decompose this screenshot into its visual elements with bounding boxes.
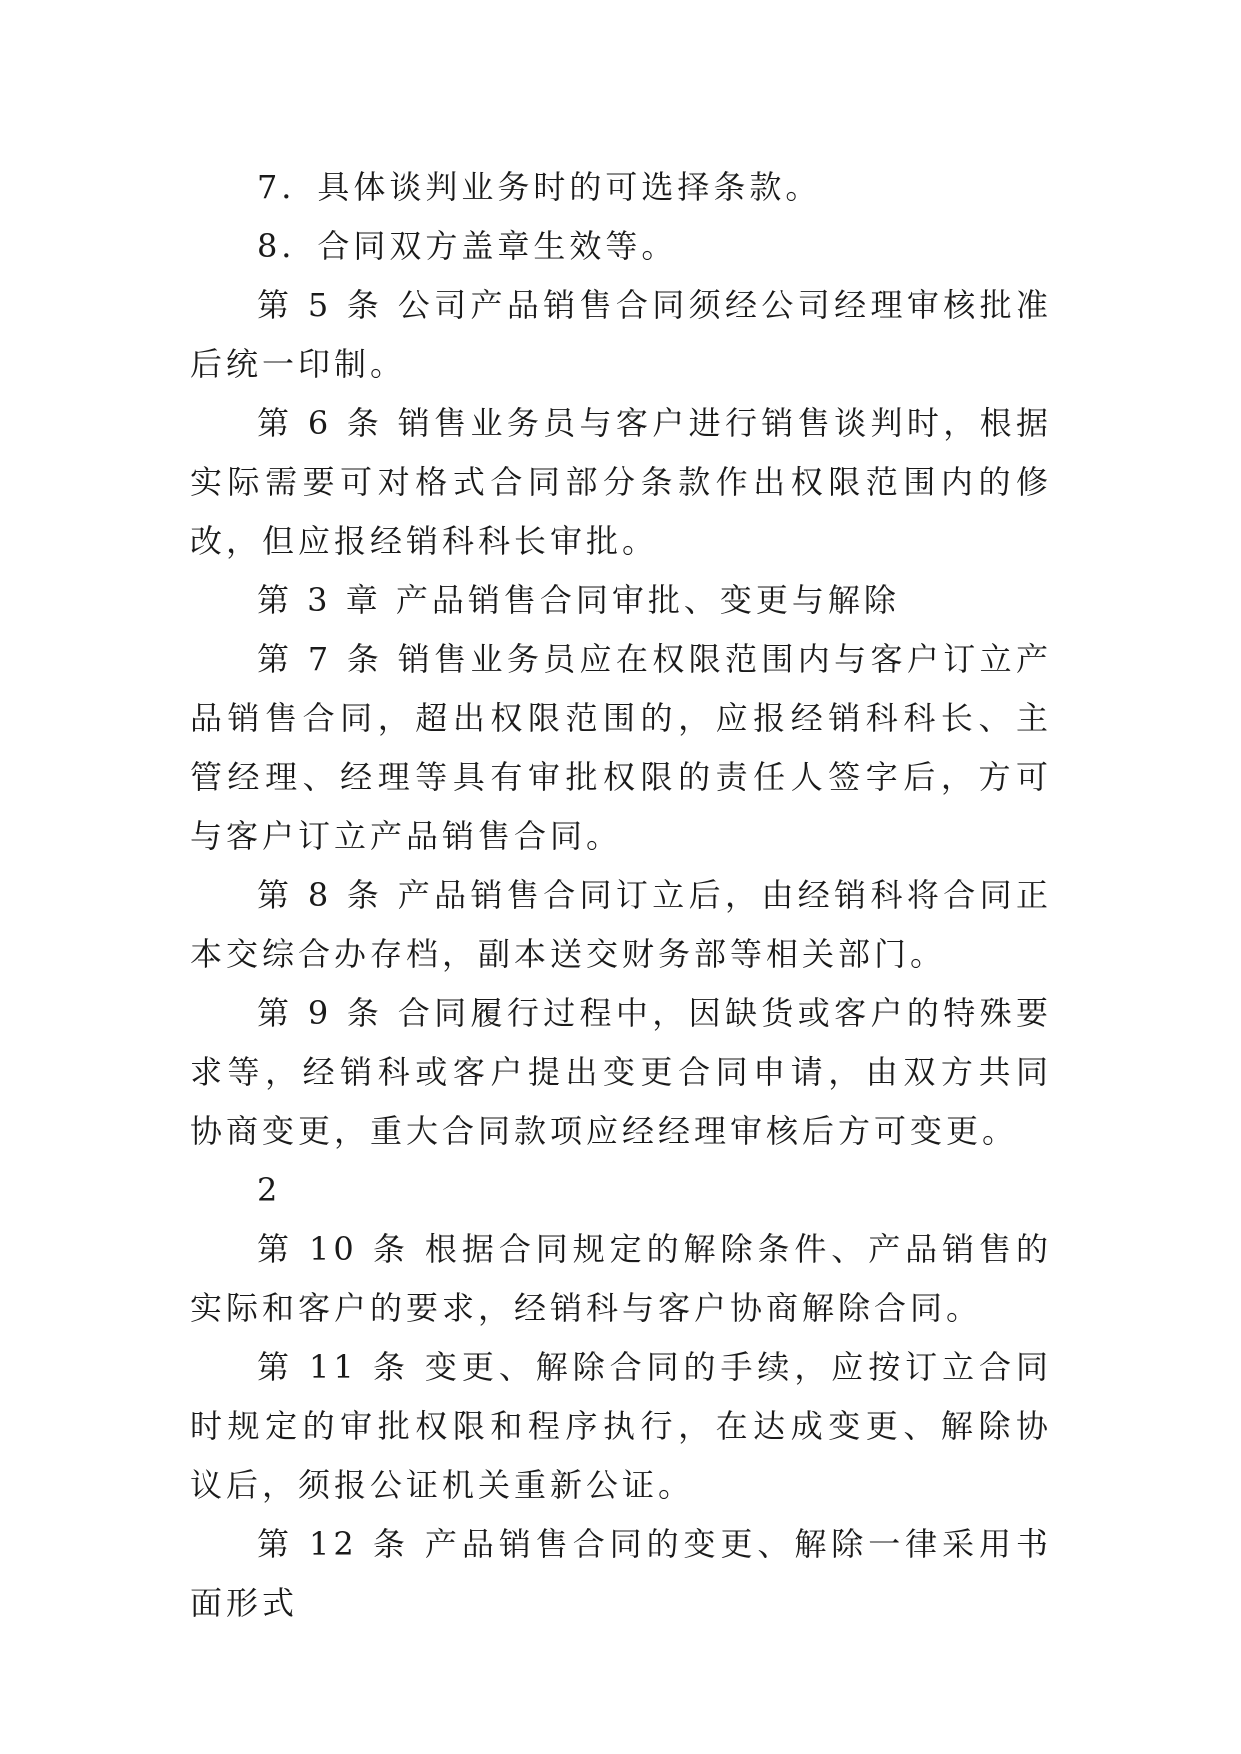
article-9: 第 9 条 合同履行过程中，因缺货或客户的特殊要求等，经销科或客户提出变更合同申请，由双方共同协商变更，重大合同款项应经经理审核后方可变更。 bbox=[190, 994, 1052, 1150]
article-6: 第 6 条 销售业务员与客户进行销售谈判时，根据实际需要可对格式合同部分条款作出权限范围内的修改，但应报经销科科长审批。 bbox=[190, 404, 1052, 560]
article-5: 第 5 条 公司产品销售合同须经公司经理审核批准后统一印制。 bbox=[190, 286, 1052, 383]
article-7: 第 7 条 销售业务员应在权限范围内与客户订立产品销售合同，超出权限范围的，应报经销科科长、主管经理、经理等具有审批权限的责任人签字后，方可与客户订立产品销售合同。 bbox=[190, 640, 1052, 855]
article-10: 第 10 条 根据合同规定的解除条件、产品销售的实际和客户的要求，经销科与客户协商解除合同。 bbox=[190, 1230, 1052, 1327]
article-11: 第 11 条 变更、解除合同的手续，应按订立合同时规定的审批权限和程序执行，在达成变更、解除协议后，须报公证机关重新公证。 bbox=[190, 1348, 1052, 1504]
article-12: 第 12 条 产品销售合同的变更、解除一律采用书面形式 bbox=[190, 1525, 1052, 1622]
chapter-3-heading: 第 3 章 产品销售合同审批、变更与解除 bbox=[257, 581, 900, 619]
page-number: 2 bbox=[257, 1171, 282, 1209]
article-8: 第 8 条 产品销售合同订立后，由经销科将合同正本交综合办存档，副本送交财务部等相关部门。 bbox=[190, 876, 1052, 973]
clause-item-8: 8．合同双方盖章生效等。 bbox=[257, 227, 678, 265]
clause-item-7: 7．具体谈判业务时的可选择条款。 bbox=[257, 168, 822, 206]
document-body bbox=[190, 158, 1052, 1633]
